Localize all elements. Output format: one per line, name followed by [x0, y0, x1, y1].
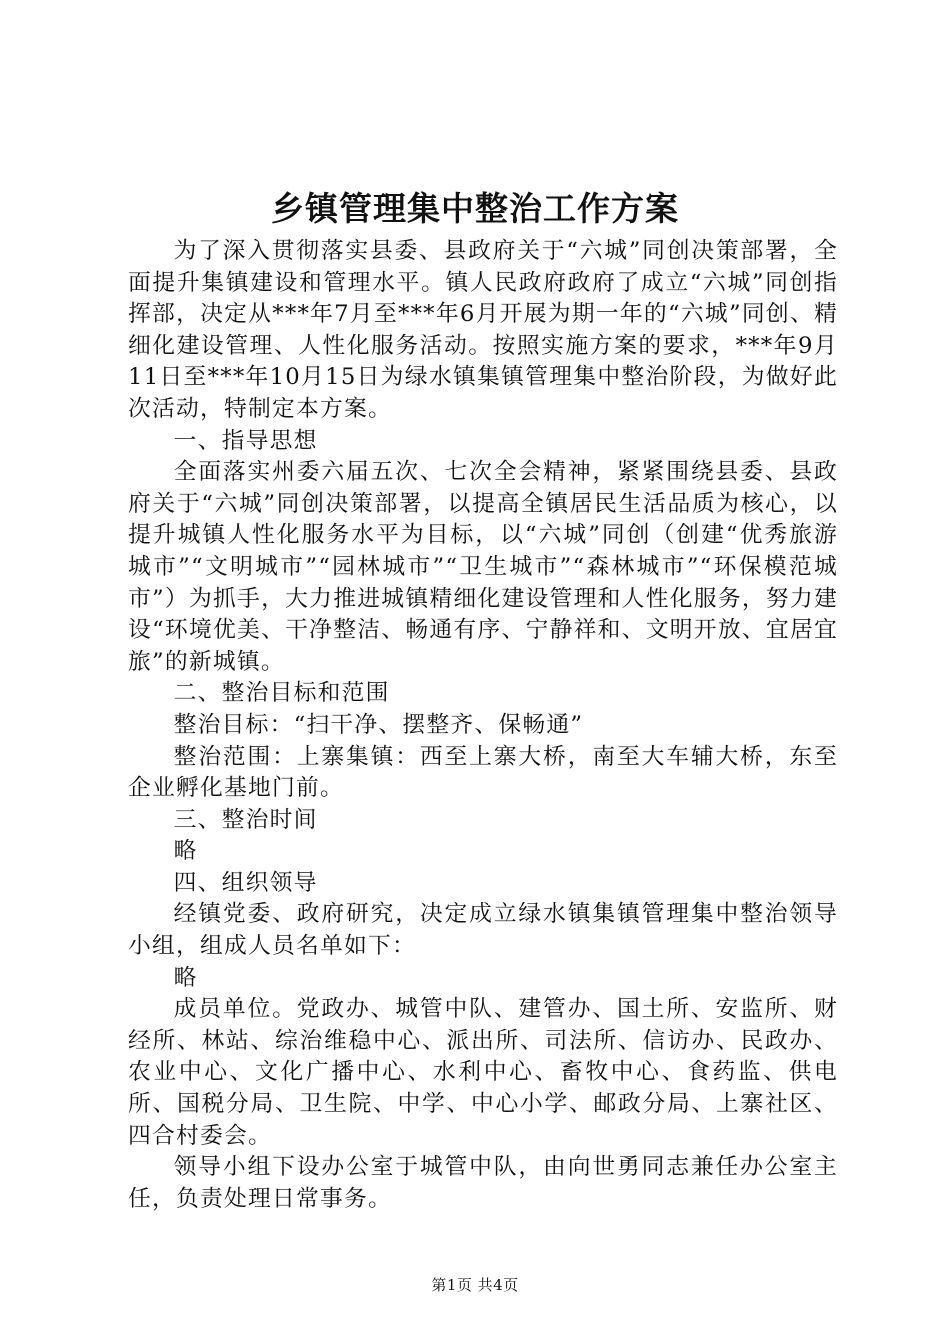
page-footer: 第1页 共4页 [431, 1276, 519, 1294]
paragraph-leadership: 经镇党委、政府研究，决定成立绿水镇集镇管理集中整治领导小组，组成人员名单如下： [128, 901, 838, 960]
section-heading-time: 三、整治时间 [173, 806, 318, 833]
paragraph-time-omitted: 略 [173, 838, 198, 865]
paragraph-office: 领导小组下设办公室于城管中队，由向世勇同志兼任办公室主任，负责处理日常事务。 [128, 1154, 838, 1212]
paragraph-members-omitted: 略 [173, 964, 198, 991]
paragraph-guiding-ideology: 全面落实州委六届五次、七次全会精神，紧紧围绕县委、县政府关于“六城”同创决策部署，以提高全镇居民生活品质为核心，以提升城镇人性化服务水平为目标，以“六城”同创（创建“优秀旅游城市”“文明城市”“园林城市”“卫生城市”“森林城市”“环保模范城市”）为抓手，大力推进城镇精细化建设管理和人性化服务，努力建设“环境优美、干净整洁、畅通有序、宁静祥和、文明开放、宜居宜旅”的新城镇。 [128, 459, 838, 675]
paragraph-goals: 整治目标：“扫干净、摆整齐、保畅通” [173, 711, 584, 738]
section-heading-leadership: 四、组织领导 [173, 869, 318, 896]
section-heading-guiding-ideology: 一、指导思想 [173, 427, 318, 454]
paragraph-intro: 为了深入贯彻落实县委、县政府关于“六城”同创决策部署，全面提升集镇建设和管理水平。镇人民政府政府了成立“六城”同创指挥部，决定从***年7月至***年6月开展为期一年的“六城”同创、精细化建设管理、人性化服务活动。按照实施方案的要求，***年9月11日至***年10月15日为绿水镇集镇管理集中整治阶段，为做好此次活动，特制定本方案。 [128, 238, 838, 422]
paragraph-scope: 整治范围：上寨集镇：西至上寨大桥，南至大车辅大桥，东至企业孵化基地门前。 [128, 743, 838, 802]
paragraph-member-units: 成员单位。党政办、城管中队、建管办、国土所、安监所、财经所、林站、综治维稳中心、派出所、司法所、信访办、民政办、农业中心、文化广播中心、水利中心、畜牧中心、食药监、供电所、国税分局、卫生院、中学、中心小学、邮政分局、上寨社区、四合村委会。 [128, 996, 838, 1149]
section-heading-goals-scope: 二、整治目标和范围 [173, 680, 390, 707]
document-body [128, 236, 838, 1215]
document-title: 乡镇管理集中整治工作方案 [271, 189, 679, 228]
